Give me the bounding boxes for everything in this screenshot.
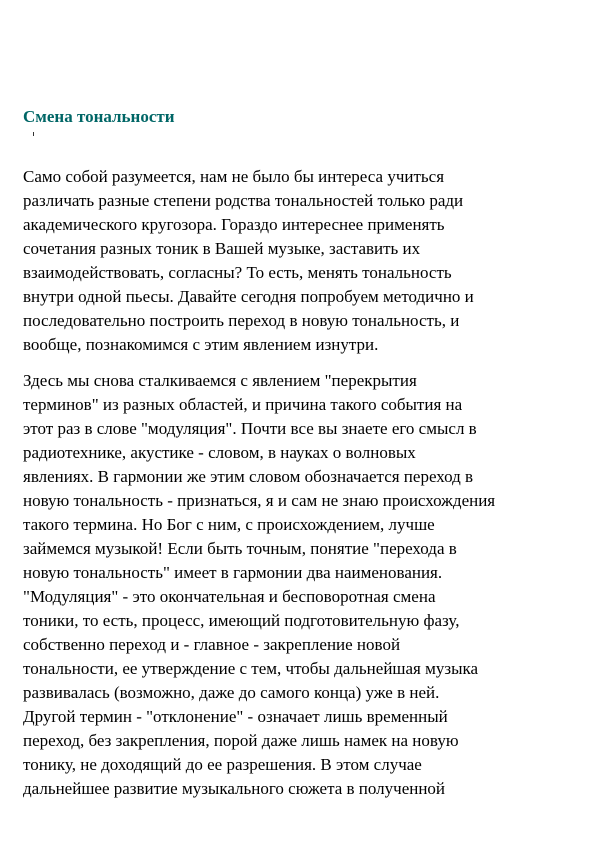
paragraph-line: сочетания разных тоник в Вашей музыке, заставить их [23, 239, 421, 258]
paragraph-line: различать разные степени родства тональностей только ради [23, 191, 464, 210]
paragraph-line: такого термина. Но Бог с ним, с происхождением, лучше [23, 515, 435, 534]
paragraph-line: новую тональность" имеет в гармонии два наименования. [23, 563, 443, 582]
paragraph-line: Другой термин - "отклонение" - означает лишь временный [23, 707, 448, 726]
paragraph-line: вообще, познакомимся с этим явлением изнутри. [23, 335, 379, 354]
paragraph-line: переход, без закрепления, порой даже лишь намек на новую [23, 731, 459, 750]
paragraph-line: Здесь мы снова сталкиваемся с явлением "перекрытия [23, 371, 417, 390]
paragraph-line: терминов" из разных областей, и причина такого события на [23, 395, 463, 414]
paragraph-line: тонику, не доходящий до ее разрешения. В этом случае [23, 755, 422, 774]
tick-mark [33, 132, 34, 136]
paragraph-line: тоники, то есть, процесс, имеющий подготовительную фазу, [23, 611, 460, 630]
paragraph-line: развивалась (возможно, даже до самого конца) уже в ней. [23, 683, 440, 702]
paragraph-line: займемся музыкой! Если быть точным, понятие "перехода в [23, 539, 457, 558]
paragraph-line: новую тональность - признаться, я и сам не знаю происхождения [23, 491, 496, 510]
paragraph-line: этот раз в слове "модуляция". Почти все вы знаете его смысл в [23, 419, 477, 438]
paragraph-line: взаимодействовать, согласны? То есть, менять тональность [23, 263, 452, 282]
paragraph-line: тональности, ее утверждение с тем, чтобы дальнейшая музыка [23, 659, 479, 678]
paragraph-1 [23, 165, 474, 357]
paragraph-line: академического кругозора. Гораздо интереснее применять [23, 215, 445, 234]
paragraph-line: дальнейшее развитие музыкального сюжета в полученной [23, 779, 446, 798]
paragraph-line: явлениях. В гармонии же этим словом обозначается переход в [23, 467, 474, 486]
paragraph-line: радиотехнике, акустике - словом, в науках о волновых [23, 443, 416, 462]
paragraph-line: "Модуляция" - это окончательная и бесповоротная смена [23, 587, 436, 606]
paragraph-line: собственно переход и - главное - закрепление новой [23, 635, 401, 654]
paragraph-2 [23, 369, 495, 801]
document-title: Смена тональности [23, 107, 175, 126]
paragraph-line: Само собой разумеется, нам не было бы интереса учиться [23, 167, 445, 186]
paragraph-line: внутри одной пьесы. Давайте сегодня попробуем методично и [23, 287, 474, 306]
paragraph-line: последовательно построить переход в новую тональность, и [23, 311, 460, 330]
